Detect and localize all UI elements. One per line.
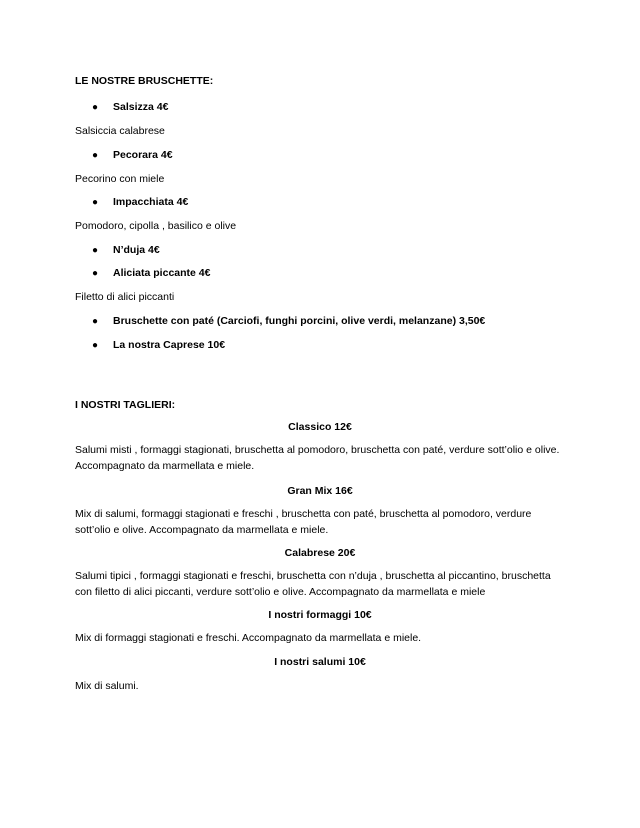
bullet-icon: ● — [92, 316, 99, 327]
tagliere-name-salumi: I nostri salumi 10€ — [274, 656, 366, 668]
bullet-icon: ● — [92, 268, 99, 279]
bullet-icon: ● — [92, 150, 99, 161]
tagliere-desc-gran-mix: Mix di salumi, formaggi stagionati e freschi , bruschetta con paté, bruschetta al pomodoro, verdure sott’olio e olive. Accompagnato da marmellata e miele. — [75, 508, 532, 536]
bruschetta-name-pate: Bruschette con paté (Carciofi, funghi porcini, olive verdi, melanzane) 3,50€ — [113, 315, 486, 327]
bruschetta-desc-aliciata: Filetto di alici piccanti — [75, 291, 175, 303]
bullet-icon: ● — [92, 245, 99, 256]
bruschetta-name-caprese: La nostra Caprese 10€ — [113, 339, 226, 351]
bullet-icon: ● — [92, 340, 99, 351]
bullet-icon: ● — [92, 102, 99, 113]
bruschetta-name-pecorara: Pecorara 4€ — [113, 149, 173, 161]
bruschetta-desc-salsizza: Salsiccia calabrese — [75, 125, 165, 137]
tagliere-desc-formaggi: Mix di formaggi stagionati e freschi. Accompagnato da marmellata e miele. — [75, 632, 422, 644]
tagliere-name-classico: Classico 12€ — [288, 421, 352, 433]
bruschetta-name-aliciata: Aliciata piccante 4€ — [113, 267, 211, 279]
bruschetta-name-salsizza: Salsizza 4€ — [113, 101, 169, 113]
tagliere-desc-salumi: Mix di salumi. — [75, 680, 139, 692]
bruschetta-name-impacchiata: Impacchiata 4€ — [113, 196, 189, 208]
bruschette-heading: LE NOSTRE BRUSCHETTE: — [75, 75, 214, 87]
bruschetta-desc-pecorara: Pecorino con miele — [75, 173, 165, 185]
bruschetta-desc-impacchiata: Pomodoro, cipolla , basilico e olive — [75, 220, 237, 232]
tagliere-name-formaggi: I nostri formaggi 10€ — [268, 609, 372, 621]
taglieri-heading: I NOSTRI TAGLIERI: — [75, 399, 176, 411]
bruschetta-name-nduja: N’duja 4€ — [113, 244, 160, 256]
tagliere-desc-calabrese: Salumi tipici , formaggi stagionati e freschi, bruschetta con n’duja , bruschetta al piccantino, bruschetta con filetto di alici piccanti, verdure sott’olio e olive. Accompagnato da marmellata e miele — [75, 570, 551, 598]
tagliere-desc-classico: Salumi misti , formaggi stagionati, bruschetta al pomodoro, bruschetta con paté, verdure sott’olio e olive. Accompagnato da marmellata e miele. — [75, 444, 560, 472]
tagliere-name-gran-mix: Gran Mix 16€ — [287, 485, 353, 497]
tagliere-name-calabrese: Calabrese 20€ — [284, 547, 356, 559]
bullet-icon: ● — [92, 197, 99, 208]
